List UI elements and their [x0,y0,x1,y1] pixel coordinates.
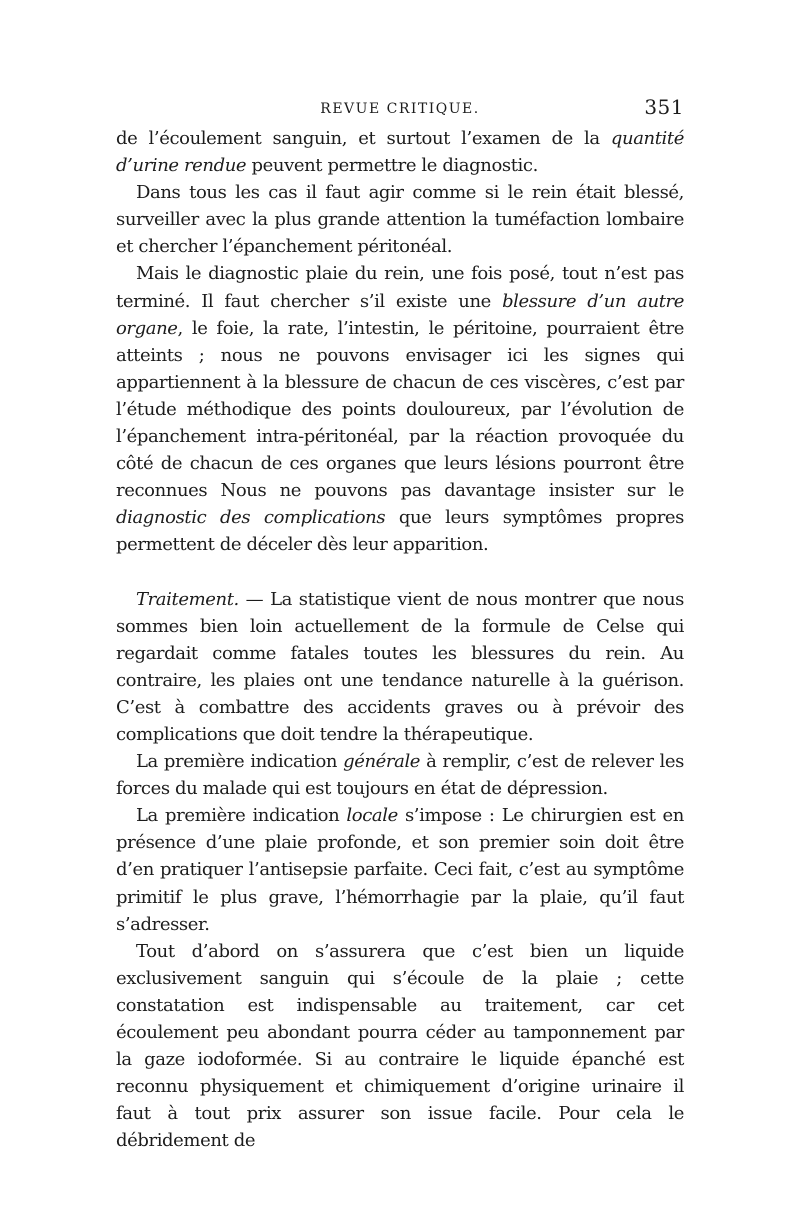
text-run: que leurs symptômes propres permettent de déceler dès leur apparition. [116,507,685,556]
running-title: REVUE CRITIQUE. [320,101,480,117]
page-number: 351 [644,95,684,119]
body-text [116,125,684,1154]
paragraph [116,125,684,179]
text-run: s’impose : Le chirurgien est en présence d’une plaie profonde, et son premier soin doit être d’en pratiquer l’antisepsie parfaite. Ceci fait, c’est au symptôme primitif le plus grave, l’hémorrhagie par la plaie, qu’il faut s’adresser. [116,805,684,935]
text-run: de l’écoulement sanguin, et surtout l’examen de la [116,128,611,149]
paragraph [116,748,684,802]
paragraph [116,260,684,558]
paragraph [116,179,684,260]
book-page [116,95,684,1154]
paragraph [116,938,684,1155]
text-run: Tout d’abord on s’assurera que c’est bien un liquide exclusivement sanguin qui s’écoule de la plaie ; cette constatation est indispensable au traitement, car cet écoulement peu abondant pourra céder au tamponnement par la gaze iodoformée. Si au contraire le liquide épanché est reconnu physiquement et chimiquement d’origine urinaire il faut à tout prix assurer son issue facile. Pour cela le débridement de [116,940,684,1152]
text-run: Dans tous les cas il faut agir comme si le rein était blessé, surveiller avec la plus grande attention la tuméfaction lombaire et chercher l’épanchement péritonéal. [116,182,684,258]
text-run: , le foie, la rate, l’intestin, le péritoine, pourraient être atteints ; nous ne pouvons envisager ici les signes qui appartiennent à la blessure de chacun de ces viscères, c’est par l’étude méthodique des points douloureux, par l’évolution de l’épanchement intra-péritonéal, par la réaction provoquée du côté de chacun de ces organes que leurs lésions pourront être reconnues Nous ne pouvons pas davantage insister sur le [116,317,684,502]
text-run: à remplir, c’est de relever les forces du malade qui est toujours en état de dépression. [116,751,684,800]
italic-phrase: diagnostic des complications [116,507,386,529]
paragraph [116,802,684,937]
running-head [116,95,684,125]
italic-phrase: blessure d’un autre organe [116,290,684,339]
italic-phrase: Traitement. [136,588,239,610]
text-run: Mais le diagnostic plaie du rein, une fois posé, tout n’est pas terminé. Il faut chercher s’il existe une [116,263,684,312]
italic-phrase: quantité d’urine rendue [116,128,684,177]
italic-phrase: locale [346,805,398,827]
paragraph [116,586,684,749]
text-run: peuvent permettre le diagnostic. [246,155,538,177]
text-run: La première indication [136,805,347,827]
text-run: — La statistique vient de nous montrer que nous sommes bien loin actuellement de la formule de Celse qui regardait comme fatales toutes les blessures du rein. Au contraire, les plaies ont une tendance naturelle à la guérison. C’est à combattre des accidents graves ou à prévoir des complications que doit tendre la thérapeutique. [116,588,684,745]
text-run: La première indication [136,751,344,773]
italic-phrase: générale [343,751,421,773]
